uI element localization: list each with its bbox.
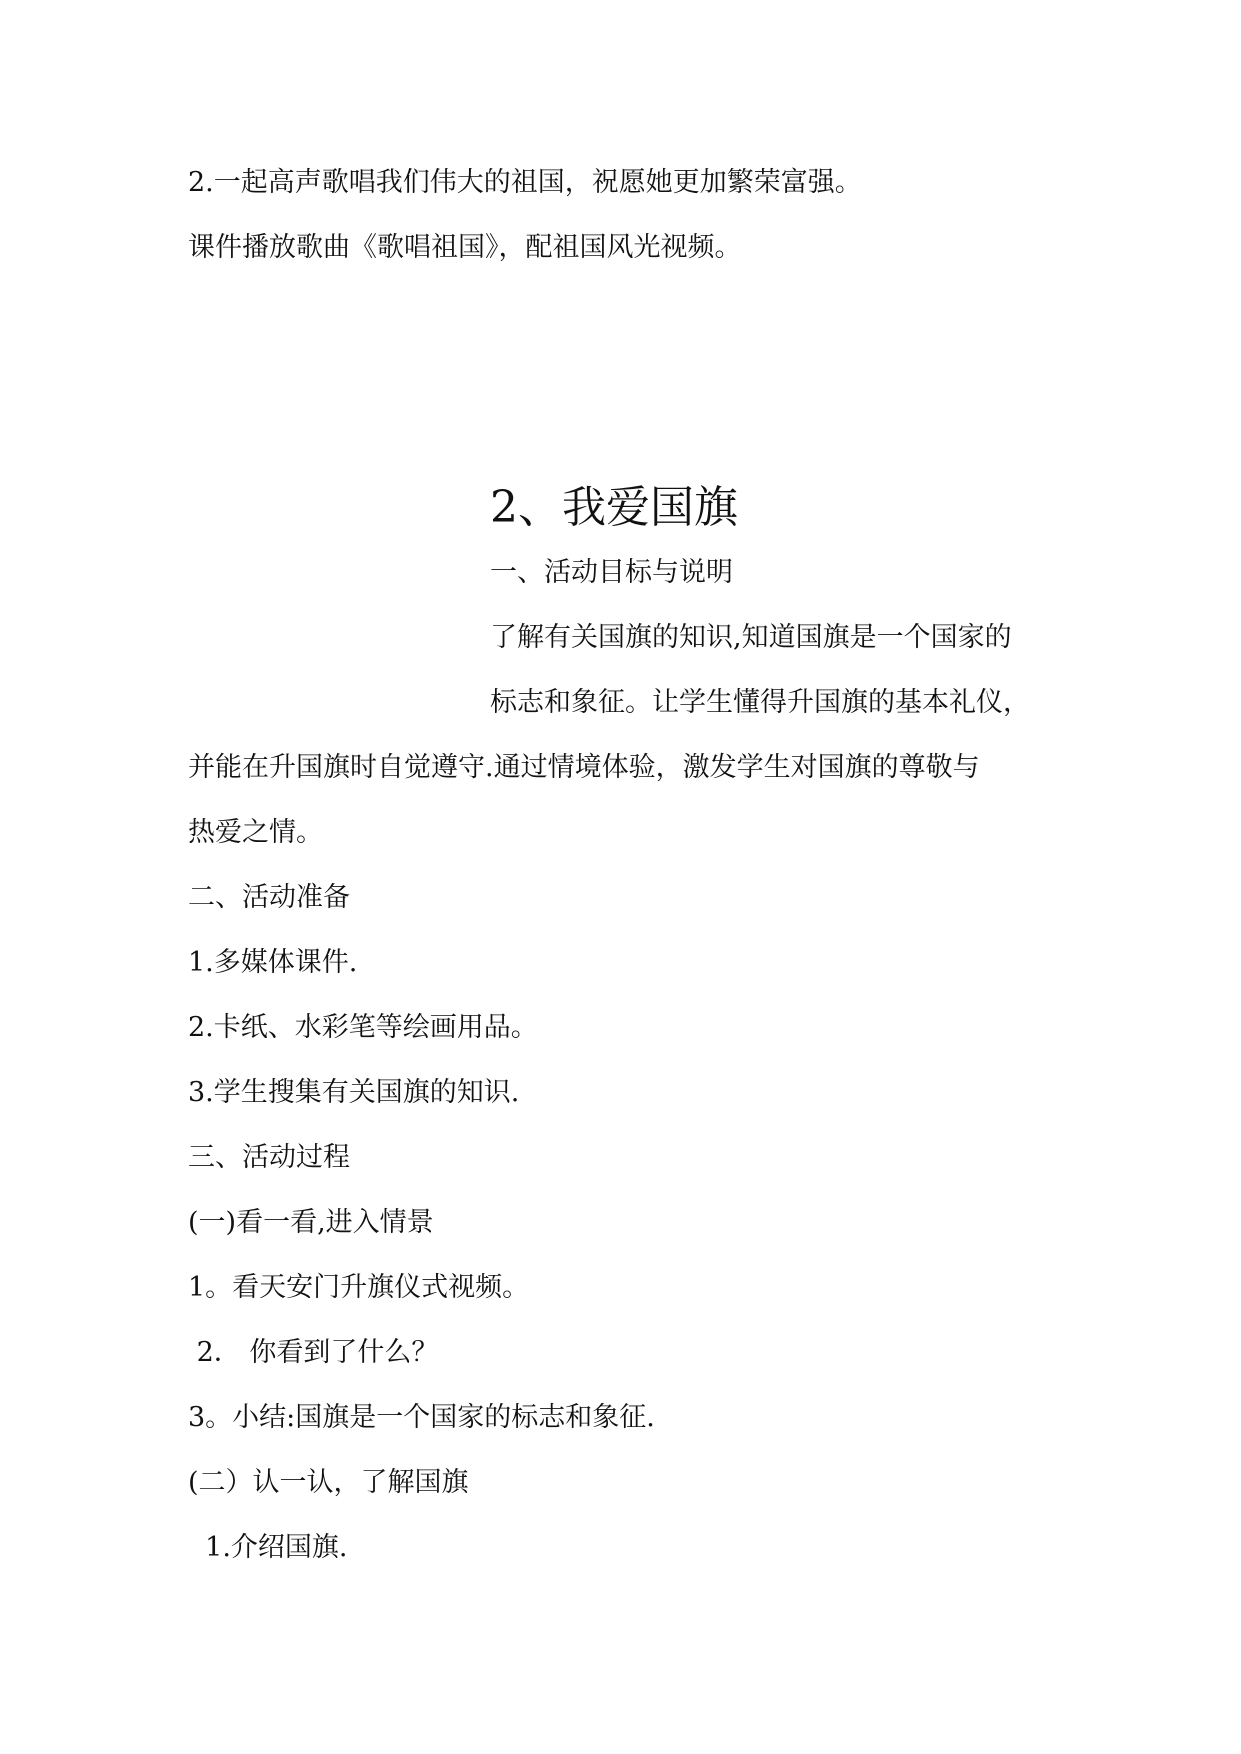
top-line-2: 课件播放歌曲《歌唱祖国》，配祖国风光视频。 [188,232,742,263]
section2-item: 1.多媒体课件. [188,947,358,978]
part1-item: 1。看天安门升旗仪式视频。 [188,1272,530,1303]
section1-text-line: 了解有关国旗的知识,知道国旗是一个国家的 [490,622,1012,653]
section2-heading: 二、活动准备 [188,882,350,913]
section1-heading: 一、活动目标与说明 [490,557,733,588]
section3-heading: 三、活动过程 [188,1142,350,1173]
top-line-1: 2.一起高声歌唱我们伟大的祖国，祝愿她更加繁荣富强。 [188,167,862,198]
section2-item: 3.学生搜集有关国旗的知识. [188,1077,520,1108]
part1-heading: (一)看一看,进入情景 [188,1207,434,1238]
part1-item: 3。小结:国旗是一个国家的标志和象征. [188,1402,655,1433]
part1-item: 2． 你看到了什么？ [188,1337,439,1368]
section1-text-line: 并能在升国旗时自觉遵守.通过情境体验，激发学生对国旗的尊敬与 [188,752,980,783]
section1-text-line: 标志和象征。让学生懂得升国旗的基本礼仪， [490,687,1030,718]
part2-item: 1.介绍国旗. [188,1532,348,1563]
section1-text-line: 热爱之情。 [188,817,323,848]
lesson-title: 2、我爱国旗 [490,482,738,533]
section2-item: 2.卡纸、水彩笔等绘画用品。 [188,1012,538,1043]
part2-heading: (二）认一认，了解国旗 [188,1467,469,1498]
